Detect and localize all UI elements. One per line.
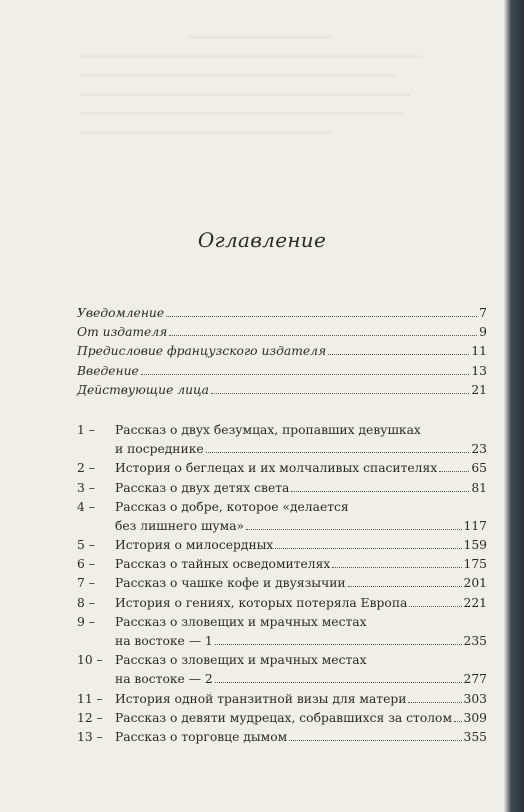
chapter-title <box>115 711 487 730</box>
page-number: 9 <box>479 325 487 340</box>
dot-leader <box>348 586 462 587</box>
front-matter-list <box>77 306 487 402</box>
chapter-title <box>115 557 487 576</box>
chapter-entry <box>77 461 487 480</box>
toc-row <box>77 344 487 363</box>
toc-row <box>115 538 487 557</box>
chapter-number: 12 – <box>77 710 103 725</box>
dot-leader <box>332 567 461 568</box>
page-title: Оглавление <box>197 228 327 252</box>
chapter-title <box>115 692 487 711</box>
toc-row <box>77 383 487 402</box>
chapter-number: 5 – <box>77 538 95 553</box>
toc-row <box>115 634 487 653</box>
toc-row <box>115 557 487 576</box>
chapter-entry <box>77 615 487 653</box>
toc-row-label: и посреднике <box>115 442 204 457</box>
dot-leader <box>328 354 469 355</box>
chapter-title <box>115 576 487 595</box>
dot-leader <box>215 682 462 683</box>
toc-row-label: Предисловие французского издателя <box>77 344 327 359</box>
chapter-number: 11 – <box>77 691 103 706</box>
toc-row-label: Рассказ о торговце дымом <box>115 729 288 744</box>
toc-row-label: Действующие лица <box>77 382 209 397</box>
page-number: 21 <box>471 382 487 397</box>
dot-leader <box>291 491 469 492</box>
toc-row-label: на востоке — 2 <box>115 672 213 687</box>
table-of-contents <box>77 306 487 749</box>
toc-row-label: Введение <box>77 363 139 378</box>
toc-row-label: на востоке — 1 <box>115 634 213 648</box>
chapter-list <box>77 423 487 749</box>
section-gap <box>77 402 487 423</box>
page-number: 355 <box>463 729 487 744</box>
page-number: 159 <box>463 538 487 553</box>
dot-leader <box>439 471 469 472</box>
chapter-title <box>115 653 487 691</box>
chapter-title <box>115 615 487 653</box>
page-number: 309 <box>463 710 487 725</box>
dot-leader <box>246 529 461 530</box>
toc-row <box>115 442 487 461</box>
toc-row <box>115 461 487 480</box>
chapter-number: 13 – <box>77 729 103 744</box>
dot-leader <box>166 316 477 317</box>
bleed-through-text <box>80 20 440 210</box>
toc-row <box>77 364 487 383</box>
chapter-number: 4 – <box>77 499 95 514</box>
toc-row-label: История о милосердных <box>115 538 274 553</box>
toc-row-label: без лишнего шума» <box>115 518 245 533</box>
chapter-entry <box>77 730 487 749</box>
chapter-title-line: Рассказ о двух безумцах, пропавших девушках <box>115 422 421 437</box>
dot-leader <box>289 740 461 741</box>
toc-row <box>115 730 487 749</box>
page-number: 117 <box>463 518 487 533</box>
chapter-title <box>115 596 487 615</box>
toc-row <box>115 519 487 538</box>
dot-leader <box>454 721 461 722</box>
chapter-entry <box>77 692 487 711</box>
chapter-number: 3 – <box>77 480 95 495</box>
page-number: 13 <box>471 363 487 378</box>
page-number: 23 <box>471 442 487 457</box>
dot-leader <box>275 548 461 549</box>
toc-row-label: Рассказ о тайных осведомителях <box>115 557 331 572</box>
toc-row-label: История одной транзитной визы для матери <box>115 691 407 706</box>
dot-leader <box>409 606 461 607</box>
toc-row <box>115 711 487 730</box>
chapter-title-line: Рассказ о добре, которое «делается <box>115 499 349 514</box>
chapter-entry <box>77 481 487 500</box>
page-number: 175 <box>463 557 487 572</box>
page-number: 235 <box>463 634 487 648</box>
chapter-title-line: Рассказ о зловещих и мрачных местах <box>115 653 367 668</box>
toc-row <box>115 576 487 595</box>
chapter-entry <box>77 538 487 557</box>
page-number: 7 <box>479 306 487 320</box>
chapter-entry <box>77 596 487 615</box>
dot-leader <box>211 393 469 394</box>
chapter-entry <box>77 576 487 595</box>
toc-row-label: Уведомление <box>77 306 165 320</box>
chapter-number: 6 – <box>77 557 95 572</box>
dot-leader <box>169 335 477 336</box>
chapter-entry <box>77 711 487 730</box>
dot-leader <box>408 702 461 703</box>
chapter-number: 9 – <box>77 614 95 629</box>
book-spine-shadow <box>504 0 524 812</box>
toc-row-label: Рассказ о девяти мудрецах, собравшихся за столом <box>115 710 453 725</box>
chapter-number: 8 – <box>77 595 95 610</box>
page-number: 81 <box>471 480 487 495</box>
toc-row-label: Рассказ о двух детях света <box>115 480 290 495</box>
toc-row <box>115 596 487 615</box>
chapter-entry <box>77 653 487 691</box>
chapter-entry <box>77 500 487 538</box>
toc-row-label: Рассказ о чашке кофе и двуязычии <box>115 576 346 591</box>
chapter-number: 1 – <box>77 422 95 437</box>
chapter-title <box>115 500 487 538</box>
toc-row <box>115 481 487 500</box>
page-number: 221 <box>463 595 487 610</box>
dot-leader <box>141 374 470 375</box>
chapter-title <box>115 423 487 461</box>
page-number: 201 <box>463 576 487 591</box>
page-number: 277 <box>463 672 487 687</box>
chapter-title <box>115 538 487 557</box>
chapter-entry <box>77 557 487 576</box>
chapter-title <box>115 481 487 500</box>
toc-row-label: История о гениях, которых потеряла Европа <box>115 595 408 610</box>
toc-row-label: От издателя <box>77 325 168 340</box>
chapter-entry <box>77 423 487 461</box>
chapter-title-line: Рассказ о зловещих и мрачных местах <box>115 614 367 629</box>
toc-row <box>77 325 487 344</box>
toc-row-label: История о беглецах и их молчаливых спасителях <box>115 461 438 476</box>
chapter-title <box>115 461 487 480</box>
chapter-number: 2 – <box>77 461 95 476</box>
chapter-number: 10 – <box>77 653 103 668</box>
page-number: 65 <box>471 461 487 476</box>
toc-row <box>115 672 487 691</box>
page-number: 303 <box>463 691 487 706</box>
toc-row <box>77 306 487 325</box>
dot-leader <box>215 644 462 645</box>
page-number: 11 <box>471 344 487 359</box>
dot-leader <box>206 452 470 453</box>
chapter-number: 7 – <box>77 576 95 591</box>
chapter-title <box>115 730 487 749</box>
toc-row <box>115 692 487 711</box>
